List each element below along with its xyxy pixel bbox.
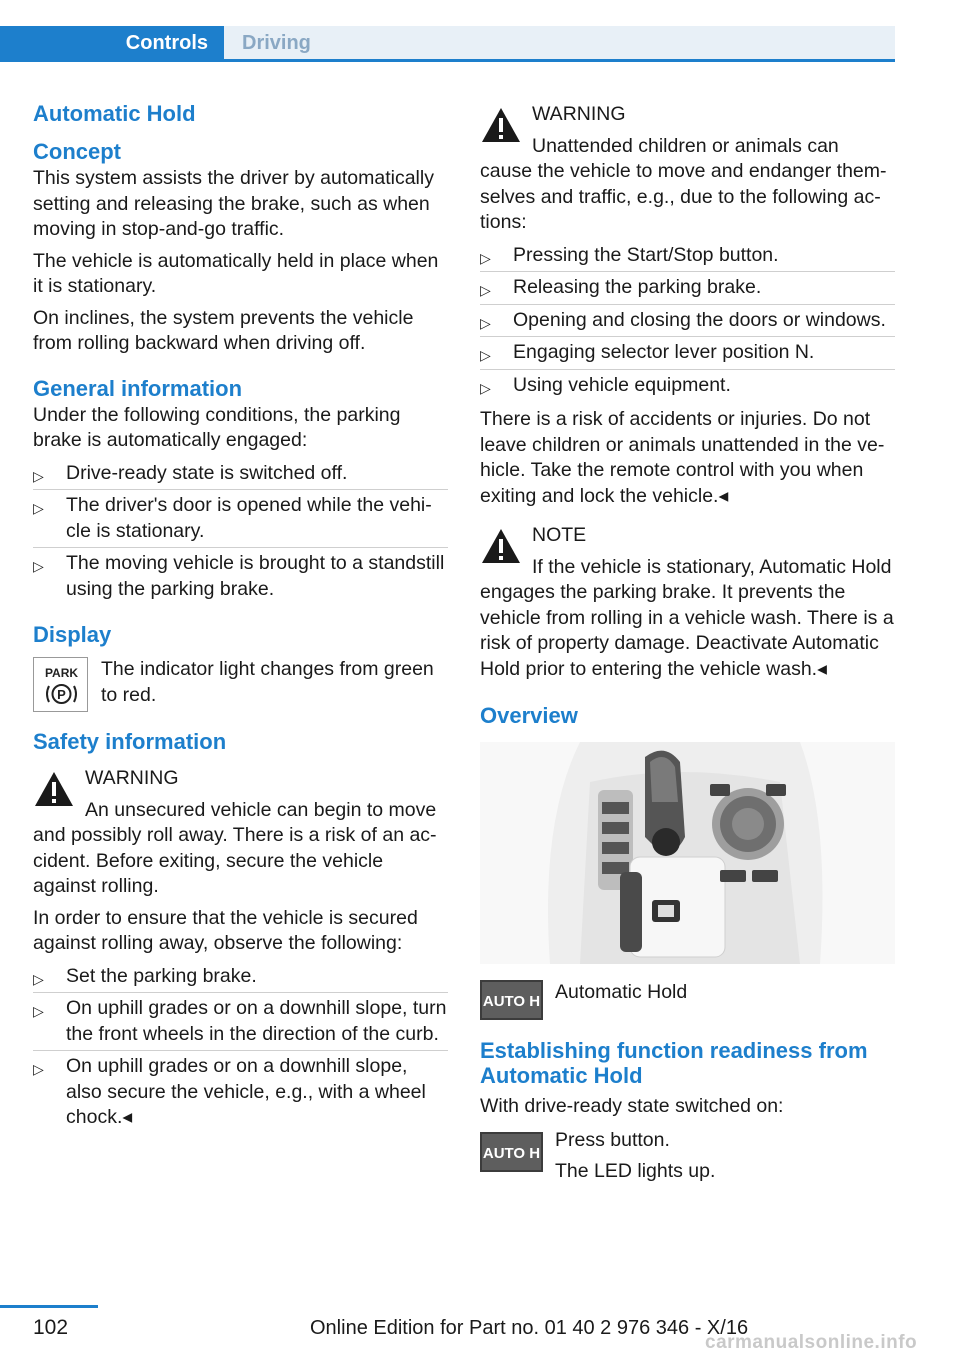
- watermark: carmanualsonline.info: [705, 1332, 918, 1353]
- bullet-triangle-icon: ▷: [480, 282, 491, 298]
- concept-heading: Concept: [33, 139, 121, 164]
- overview-heading: Overview: [480, 703, 578, 728]
- concept-paragraph-3: On inclines, the system prevents the vehicle from rolling backward when driving off.: [33, 306, 414, 354]
- bullet-triangle-icon: ▷: [33, 970, 44, 987]
- center-console-photo: [480, 742, 895, 964]
- warning-triangle-icon: [480, 106, 522, 144]
- warning-triangle-icon: [33, 770, 75, 808]
- header-divider: [0, 59, 895, 62]
- concept-paragraph-1: This system assists the driver by automatically setting and releasing the brake, such as when moving in stop-and-go traffic.: [33, 167, 434, 240]
- warning-box: [33, 766, 448, 900]
- tab-controls[interactable]: Controls: [0, 26, 224, 60]
- bullet-triangle-icon: ▷: [480, 379, 491, 396]
- warning-label: WARNING: [532, 103, 626, 125]
- establishing-intro: With drive-ready state switched on:: [480, 1095, 784, 1117]
- list-item: ▷ Opening and closing the doors or windows.: [480, 305, 895, 338]
- display-row: [33, 657, 448, 712]
- list-item: ▷ On uphill grades or on a downhill slope, turn the front wheels in the direction of the curb.: [33, 993, 448, 1051]
- bullet-triangle-icon: ▷: [480, 347, 491, 363]
- display-text: The indicator light changes from green to red.: [101, 658, 434, 706]
- page-number: 102: [33, 1316, 69, 1339]
- warning-text: An unsecured vehicle can begin to move and possibly roll away. There is a risk of an accident. Before exiting, secure the vehicle against rolling.: [33, 798, 437, 897]
- warning-text: Unattended children or animals can cause the vehicle to move and endanger themselves and traffic, e.g., due to the following actions:: [480, 134, 887, 233]
- step-led-lights: The LED lights up.: [555, 1160, 716, 1182]
- note-box: [480, 523, 895, 682]
- warning-after-text: There is a risk of accidents or injuries. Do not leave children or animals unattended in the vehicle. Take the remote control with you when exiting and lock the vehicle.◂: [480, 408, 885, 507]
- park-indicator-icon: [33, 657, 88, 712]
- warning-box: [480, 102, 895, 236]
- list-item: ▷ Pressing the Start/Stop button.: [480, 240, 895, 273]
- warning-label: WARNING: [85, 767, 179, 789]
- list-item: ▷ Drive-ready state is switched off.: [33, 458, 448, 491]
- safety-list: [33, 961, 448, 1134]
- bullet-triangle-icon: ▷: [33, 467, 44, 484]
- establishing-step-row: [480, 1128, 895, 1185]
- list-item: ▷ Releasing the parking brake.: [480, 272, 895, 305]
- svg-text:P: P: [57, 687, 66, 702]
- list-item: ▷ The driver's door is opened while the vehicle is stationary.: [33, 490, 448, 548]
- auto-hold-button-icon: AUTO H: [480, 1132, 543, 1172]
- note-text: If the vehicle is stationary, Automatic Hold engages the parking brake. It prevents the vehicle from rolling in a vehicle wash. There is a risk of property damage. Deactivate Automatic Hold prior to entering the vehicle wash.◂: [480, 555, 894, 680]
- step-press-button: Press button.: [555, 1128, 670, 1151]
- list-item: ▷ Set the parking brake.: [33, 961, 448, 994]
- left-column: [33, 100, 448, 1134]
- right-column: [480, 100, 895, 1185]
- bullet-triangle-icon: ▷: [480, 314, 491, 331]
- warning-list: [480, 240, 895, 402]
- general-heading: General information: [33, 375, 243, 401]
- concept-paragraph-2: The vehicle is automatically held in place when it is stationary.: [33, 249, 439, 297]
- bullet-triangle-icon: ▷: [33, 1003, 44, 1019]
- list-item: ▷ Using vehicle equipment.: [480, 370, 895, 402]
- bullet-triangle-icon: ▷: [480, 249, 491, 266]
- establishing-heading: Establishing function readiness from Automatic Hold: [480, 1038, 868, 1088]
- bullet-triangle-icon: ▷: [33, 558, 44, 574]
- safety-heading: Safety information: [33, 729, 227, 754]
- general-list: [33, 458, 448, 606]
- section-title: Automatic Hold: [33, 101, 196, 126]
- auto-hold-legend-row: [480, 980, 895, 1020]
- tab-driving[interactable]: Driving: [224, 26, 895, 60]
- note-label: NOTE: [532, 524, 587, 546]
- edition-note: Online Edition for Part no. 01 40 2 976 346 - X/16: [310, 1317, 749, 1339]
- list-item: ▷ The moving vehicle is brought to a standstill using the parking brake.: [33, 552, 445, 600]
- bullet-triangle-icon: ▷: [33, 1061, 44, 1077]
- general-intro: Under the following conditions, the parking brake is automatically engaged:: [33, 403, 401, 451]
- bullet-triangle-icon: ▷: [33, 500, 44, 516]
- warning-triangle-icon: [480, 527, 522, 565]
- auto-hold-caption: Automatic Hold: [555, 981, 688, 1003]
- display-heading: Display: [33, 622, 112, 647]
- auto-hold-button-icon: AUTO H: [480, 980, 543, 1020]
- svg-text:PARK: PARK: [44, 666, 79, 680]
- list-item: ▷ On uphill grades or on a downhill slope, also secure the vehicle, e.g., with a wheel chock.◂: [33, 1055, 426, 1128]
- list-item: ▷ Engaging selector lever position N.: [480, 337, 895, 370]
- page-header: [0, 0, 895, 62]
- safety-paragraph: In order to ensure that the vehicle is secured against rolling away, observe the following:: [33, 906, 418, 954]
- footer-divider: [0, 1305, 98, 1308]
